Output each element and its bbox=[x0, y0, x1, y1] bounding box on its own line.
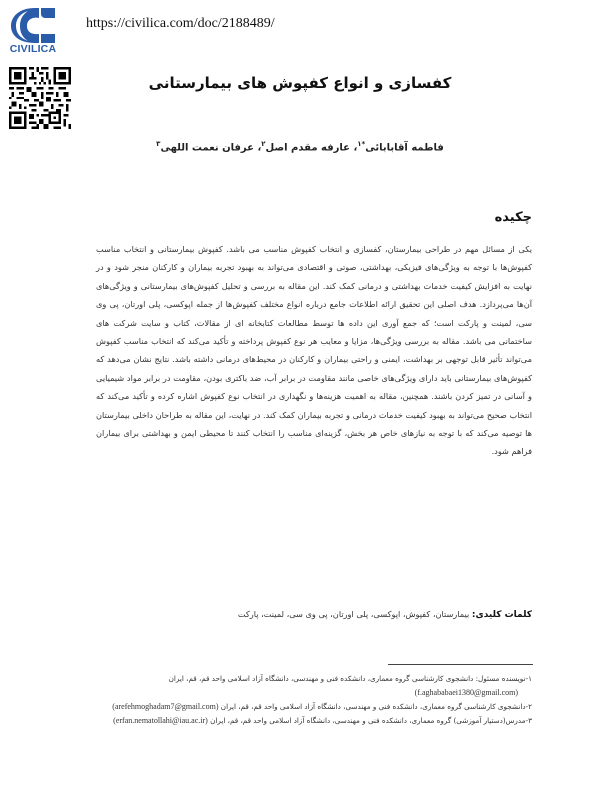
author-separator: ، bbox=[349, 142, 358, 154]
author-name: عارفه مقدم اصل bbox=[265, 142, 350, 154]
author-mark: *۱ bbox=[357, 140, 366, 148]
author-mark: ۲ bbox=[261, 140, 266, 148]
footnote-text: ۳-مدرس(دستیار آموزشی) گروه معماری، دانشکده فنی و مهندسی، دانشگاه آزاد اسلامی واحد قم، قم، ایران bbox=[210, 716, 532, 725]
author-name: عرفان نعمت اللهی bbox=[160, 142, 254, 154]
civilica-c-icon bbox=[5, 6, 61, 44]
footnote-email: (arefehmoghadam7@gmail.com) bbox=[112, 702, 219, 711]
footnote-divider bbox=[388, 664, 533, 665]
logo-text: CIVILICA bbox=[9, 43, 57, 55]
footnote-2 bbox=[96, 700, 532, 714]
footnote-1 bbox=[96, 672, 532, 700]
footnotes bbox=[96, 672, 532, 728]
qr-code-icon bbox=[9, 67, 71, 129]
footnote-email: (erfan.nematollahi@iau.ac.ir) bbox=[113, 716, 208, 725]
author-list bbox=[100, 140, 500, 153]
author-separator: ، bbox=[253, 142, 262, 154]
author-name: فاطمه آقابابائی bbox=[365, 142, 444, 154]
keywords bbox=[96, 609, 532, 620]
keywords-list: بیمارستان، کفپوش، اپوکسی، پلی اورتان، پی وی سی، لمینت، پارکت bbox=[237, 609, 470, 619]
footnote-3 bbox=[96, 714, 532, 728]
civilica-logo[interactable] bbox=[5, 6, 61, 54]
author-mark: ۳ bbox=[156, 140, 161, 148]
paper-title: کفسازی و انواع کفپوش های بیمارستانی bbox=[148, 74, 452, 92]
footnote-text: ۱-نویسنده مسئول: دانشجوی کارشناسی گروه معماری، دانشکده فنی و مهندسی، دانشگاه آزاد اسلامی واحد قم، قم، ایران bbox=[168, 674, 532, 683]
footnote-email: (f.aghababaei1380@gmail.com) bbox=[414, 688, 518, 697]
abstract-text: یکی از مسائل مهم در طراحی بیمارستان، کفسازی و انتخاب کفپوش مناسب می باشد. کفپوش بیمارستانی و انتخاب مناسب کفپوش‌ها با توجه به ویژگی‌های فیزیکی، بهداشتی، صوتی و اقتصادی می‌تواند به بهبود تجربه بیماران و کارکنان منجر شود و در نهایت به افزایش کیفیت خدمات بهداشتی و درمانی کمک کند. این مقاله به بررسی و تحلیل کفپوش‌های بیمارستانی و ویژگی‌های آن‌ها می‌پردازد. هدف اصلی این تحقیق ارائه اطلاعات جامع درباره انواع مختلف کفپوش‌ها از جمله اپوکسی، پلی اورتان، پی وی سی، لمینت و پارکت است؛ که جمع آوری این داده ها توسط مطالعات کتابخانه ای از مقالات، کتاب و سایت شرکت های ساختمانی می باشد. مقاله به بررسی ویژگی‌ها، مزایا و معایب هر نوع کفپوش پرداخته و تأکید می‌کند که انتخاب مناسب کفپوش می‌تواند تأثیر قابل توجهی بر بهداشت، ایمنی و راحتی بیماران و کارکنان در محیط‌های درمانی داشته باشد. نتایج نشان می‌دهد که کفپوش‌های بیمارستانی باید دارای ویژگی‌های خاصی مانند مقاومت در برابر آب، ضد باکتری بودن، مقاومت در برابر مواد شیمیایی و آسانی در تمیز کردن باشند. همچنین، مقاله به اهمیت هزینه‌ها و نگهداری در انتخاب نوع کفپوش اشاره کرده و تأکید می‌کند که انتخاب صحیح می‌تواند به بهبود کیفیت خدمات درمانی و تجربه بیماران کمک کند. در نهایت، این مقاله به طراحان داخلی بیمارستان ها توصیه می‌کند که با توجه به نیازهای خاص هر بخش، گزینه‌ای مناسب را انتخاب کنند تا محیطی ایمن و بهداشتی برای بیماران فراهم شود. bbox=[96, 244, 532, 457]
footnote-text: ۲-دانشجوی کارشناسی گروه معماری، دانشکده فنی و مهندسی، دانشگاه آزاد اسلامی واحد قم، قم، ایران bbox=[220, 702, 532, 711]
keywords-label: کلمات کلیدی: bbox=[471, 610, 532, 620]
abstract-heading: چکیده bbox=[494, 210, 532, 225]
document-url-link[interactable]: https://civilica.com/doc/2188489/ bbox=[86, 16, 275, 31]
